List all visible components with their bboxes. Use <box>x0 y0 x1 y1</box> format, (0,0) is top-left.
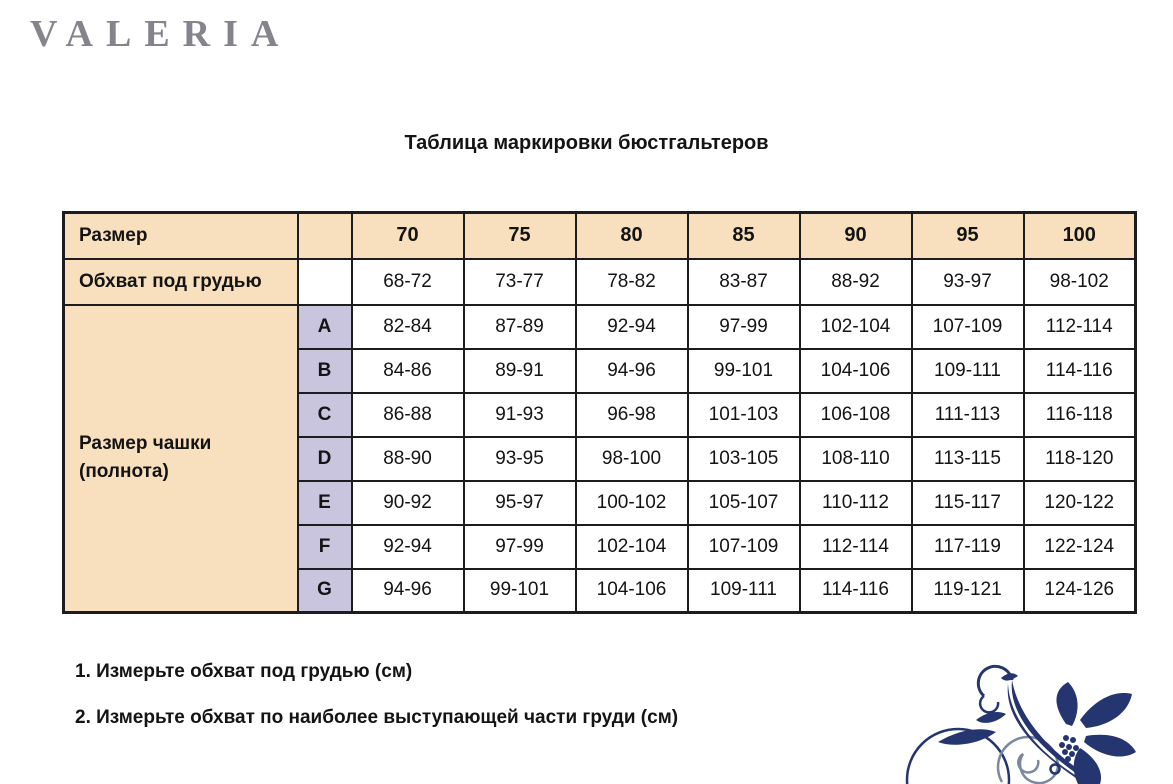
underbust-cell: 98-102 <box>1024 259 1136 305</box>
cup-value-cell: 88-90 <box>352 437 464 481</box>
cup-value-cell: 112-114 <box>800 525 912 569</box>
size-header-cell: 95 <box>912 213 1024 259</box>
cup-value-cell: 103-105 <box>688 437 800 481</box>
cup-value-cell: 124-126 <box>1024 569 1136 613</box>
cup-letter-cell: D <box>298 437 352 481</box>
size-header-cell: 80 <box>576 213 688 259</box>
cup-value-cell: 101-103 <box>688 393 800 437</box>
empty-cell <box>298 213 352 259</box>
cup-value-cell: 86-88 <box>352 393 464 437</box>
cup-value-cell: 105-107 <box>688 481 800 525</box>
cup-letter-cell: A <box>298 305 352 349</box>
cup-value-cell: 111-113 <box>912 393 1024 437</box>
instruction-step-1: 1. Измерьте обхват под грудью (см) <box>75 661 413 682</box>
underbust-cell: 78-82 <box>576 259 688 305</box>
cup-value-cell: 106-108 <box>800 393 912 437</box>
cup-value-cell: 90-92 <box>352 481 464 525</box>
cup-letter-cell: C <box>298 393 352 437</box>
cup-value-cell: 115-117 <box>912 481 1024 525</box>
cup-value-cell: 102-104 <box>800 305 912 349</box>
cup-size-row-label <box>64 305 298 613</box>
cup-value-cell: 97-99 <box>464 525 576 569</box>
underbust-cell: 93-97 <box>912 259 1024 305</box>
cup-value-cell: 122-124 <box>1024 525 1136 569</box>
cup-value-cell: 99-101 <box>464 569 576 613</box>
cup-value-cell: 110-112 <box>800 481 912 525</box>
underbust-cell: 73-77 <box>464 259 576 305</box>
brand-logo: VALERIA <box>30 13 292 55</box>
cup-value-cell: 104-106 <box>800 349 912 393</box>
cup-value-cell: 120-122 <box>1024 481 1136 525</box>
cup-value-cell: 114-116 <box>1024 349 1136 393</box>
floral-flourish-icon <box>880 650 1150 784</box>
cup-value-cell: 102-104 <box>576 525 688 569</box>
size-header-cell: 70 <box>352 213 464 259</box>
cup-value-cell: 96-98 <box>576 393 688 437</box>
cup-value-cell: 113-115 <box>912 437 1024 481</box>
underbust-cell: 88-92 <box>800 259 912 305</box>
cup-value-cell: 118-120 <box>1024 437 1136 481</box>
size-header-cell: 90 <box>800 213 912 259</box>
table-row-underbust <box>64 259 1136 305</box>
cup-letter-cell: F <box>298 525 352 569</box>
size-header-cell: 100 <box>1024 213 1136 259</box>
empty-cell <box>298 259 352 305</box>
cup-letter-cell: G <box>298 569 352 613</box>
cup-value-cell: 104-106 <box>576 569 688 613</box>
cup-value-cell: 92-94 <box>576 305 688 349</box>
cup-value-cell: 95-97 <box>464 481 576 525</box>
cup-letter-cell: E <box>298 481 352 525</box>
table-row-cup-a <box>64 305 1136 349</box>
table-row-sizes <box>64 213 1136 259</box>
cup-value-cell: 116-118 <box>1024 393 1136 437</box>
cup-value-cell: 97-99 <box>688 305 800 349</box>
cup-value-cell: 107-109 <box>912 305 1024 349</box>
cup-value-cell: 109-111 <box>912 349 1024 393</box>
underbust-cell: 83-87 <box>688 259 800 305</box>
underbust-row-label: Обхват под грудью <box>64 259 298 305</box>
cup-value-cell: 87-89 <box>464 305 576 349</box>
bra-size-table <box>62 211 1137 614</box>
cup-value-cell: 93-95 <box>464 437 576 481</box>
cup-value-cell: 82-84 <box>352 305 464 349</box>
cup-value-cell: 94-96 <box>576 349 688 393</box>
size-row-label: Размер <box>64 213 298 259</box>
cup-value-cell: 108-110 <box>800 437 912 481</box>
cup-value-cell: 91-93 <box>464 393 576 437</box>
cup-value-cell: 92-94 <box>352 525 464 569</box>
cup-value-cell: 117-119 <box>912 525 1024 569</box>
cup-value-cell: 112-114 <box>1024 305 1136 349</box>
cup-value-cell: 100-102 <box>576 481 688 525</box>
cup-value-cell: 107-109 <box>688 525 800 569</box>
cup-value-cell: 94-96 <box>352 569 464 613</box>
cup-value-cell: 89-91 <box>464 349 576 393</box>
cup-label-line1: Размер чашки <box>79 433 212 455</box>
cup-value-cell: 99-101 <box>688 349 800 393</box>
page-title: Таблица маркировки бюстгальтеров <box>404 132 769 154</box>
size-header-cell: 75 <box>464 213 576 259</box>
cup-value-cell: 119-121 <box>912 569 1024 613</box>
cup-value-cell: 98-100 <box>576 437 688 481</box>
underbust-cell: 68-72 <box>352 259 464 305</box>
size-header-cell: 85 <box>688 213 800 259</box>
cup-value-cell: 109-111 <box>688 569 800 613</box>
cup-value-cell: 114-116 <box>800 569 912 613</box>
cup-label-line2: (полнота) <box>79 461 169 483</box>
instruction-step-2: 2. Измерьте обхват по наиболее выступающей части груди (см) <box>75 707 679 728</box>
cup-letter-cell: B <box>298 349 352 393</box>
cup-value-cell: 84-86 <box>352 349 464 393</box>
